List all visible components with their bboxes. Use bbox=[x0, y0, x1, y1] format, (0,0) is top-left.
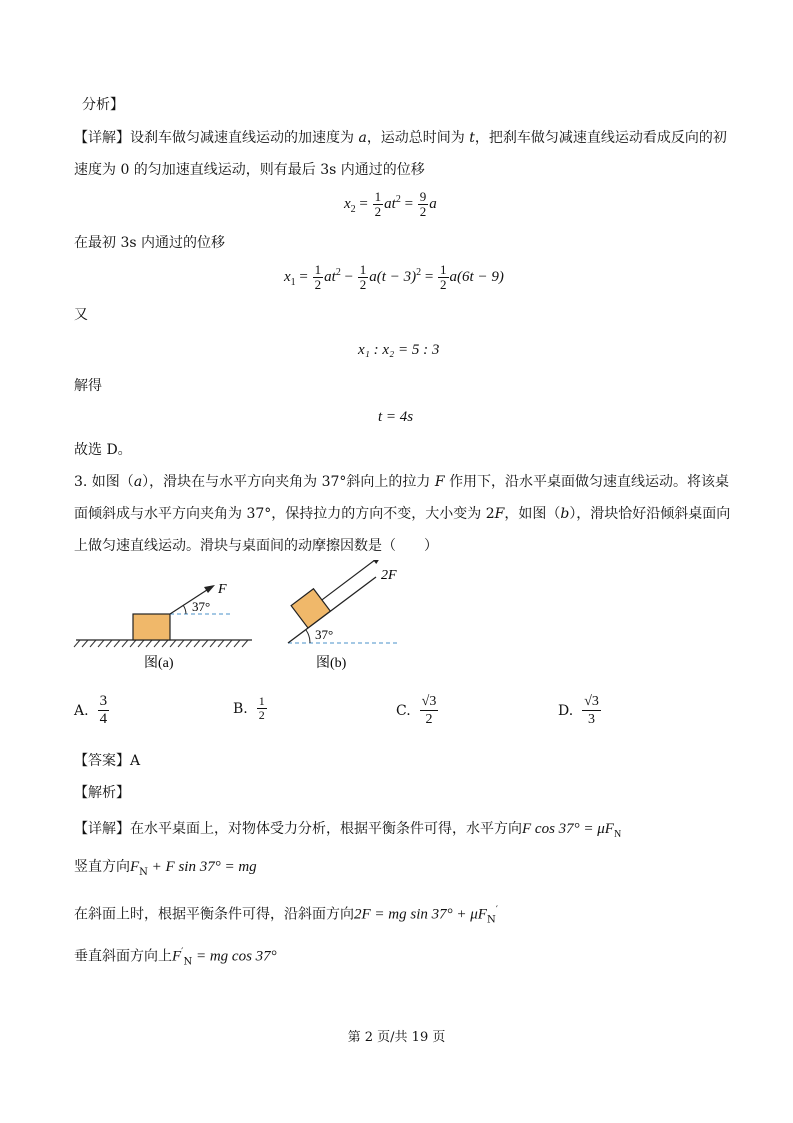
section-fragment: 分析】 bbox=[82, 97, 124, 113]
detail-line-3: 在最初 3s 内通过的位移 bbox=[74, 235, 225, 251]
detail-line-4: 又 bbox=[74, 307, 88, 323]
detail-line-2: 速度为 0 的匀加速直线运动，则有最后 3s 内通过的位移 bbox=[74, 162, 425, 178]
figure-b bbox=[288, 560, 400, 671]
detail-line-6: 故选 D。 bbox=[74, 442, 132, 458]
option-c[interactable]: C. $\frac{√3}{2}$ bbox=[396, 694, 437, 727]
detail-q3-line-2: 竖直方向$F_N + F$ sin 37° = mg bbox=[74, 859, 257, 878]
option-b[interactable]: B. $\frac{1}{2}$ bbox=[233, 694, 265, 722]
block-b bbox=[291, 589, 330, 628]
block-a bbox=[133, 614, 170, 640]
option-a[interactable]: A. $\frac{3}{4}$ bbox=[74, 693, 108, 727]
caption-b: 图(b) bbox=[316, 656, 347, 671]
option-d[interactable]: D. $\frac{√3}{3}$ bbox=[558, 694, 599, 727]
detail-q3-line-3: 在斜面上时，根据平衡条件可得，沿斜面方向2F = mg $\sin 37^\circ + \mu F_N'$ bbox=[74, 905, 498, 926]
physics-figures bbox=[70, 560, 410, 680]
caption-a: 图(a) bbox=[144, 656, 174, 671]
question-3-line-3: 上做匀速直线运动。滑块与桌面间的动摩擦因数是（ ） bbox=[74, 538, 438, 554]
question-3-line-1: 3. 如图（a），滑块在与水平方向夹角为 37°斜向上的拉力 F 作用下，沿水平桌面做匀速直线运动。将该桌 bbox=[74, 474, 730, 490]
analysis-heading: 【解析】 bbox=[74, 785, 130, 801]
equation-ratio: x₁ : x₂ = 5 : 3 bbox=[358, 342, 440, 358]
detail-q3-line-4: 垂直斜面方向上$F'_N$ = mg cos 37° bbox=[74, 947, 277, 968]
answer-line: 【答案】A bbox=[74, 753, 141, 769]
figure-a bbox=[74, 582, 252, 671]
equation-t: t = 4s bbox=[378, 409, 414, 425]
detail-line-1: 【详解】设刹车做匀减速直线运动的加速度为 a，运动总时间为 t，把刹车做匀减速直线运动看成反向的初 bbox=[74, 130, 727, 146]
detail-line-5: 解得 bbox=[74, 378, 102, 394]
force-label-b: 2F bbox=[381, 568, 397, 583]
equation-x1: $x_1$ = $\frac{1}{2}$ $at^2$ − $\frac{1}{2}$ $a(t - 3)^2$ = $\frac{1}{2}$ a(6t − 9) bbox=[284, 262, 504, 292]
angle-label-b: 37° bbox=[315, 627, 334, 642]
angle-label-a: 37° bbox=[192, 599, 211, 614]
question-3-line-2: 面倾斜成与水平方向夹角为 37°，保持拉力的方向不变，大小变为 2F，如图（b），滑块恰好沿倾斜桌面向 bbox=[74, 506, 731, 522]
equation-x2: $x_2$ = $\frac{1}{2}$ $at^2$ = $\frac{9}{2}$ a bbox=[344, 189, 437, 219]
page-footer: 第 2 页/共 19 页 bbox=[347, 1030, 446, 1045]
detail-q3-line-1: 【详解】在水平桌面上，对物体受力分析，根据平衡条件可得，水平方向F $\cos 37^\circ = \mu F_N$ bbox=[74, 821, 622, 840]
force-label-a: F bbox=[218, 582, 227, 597]
